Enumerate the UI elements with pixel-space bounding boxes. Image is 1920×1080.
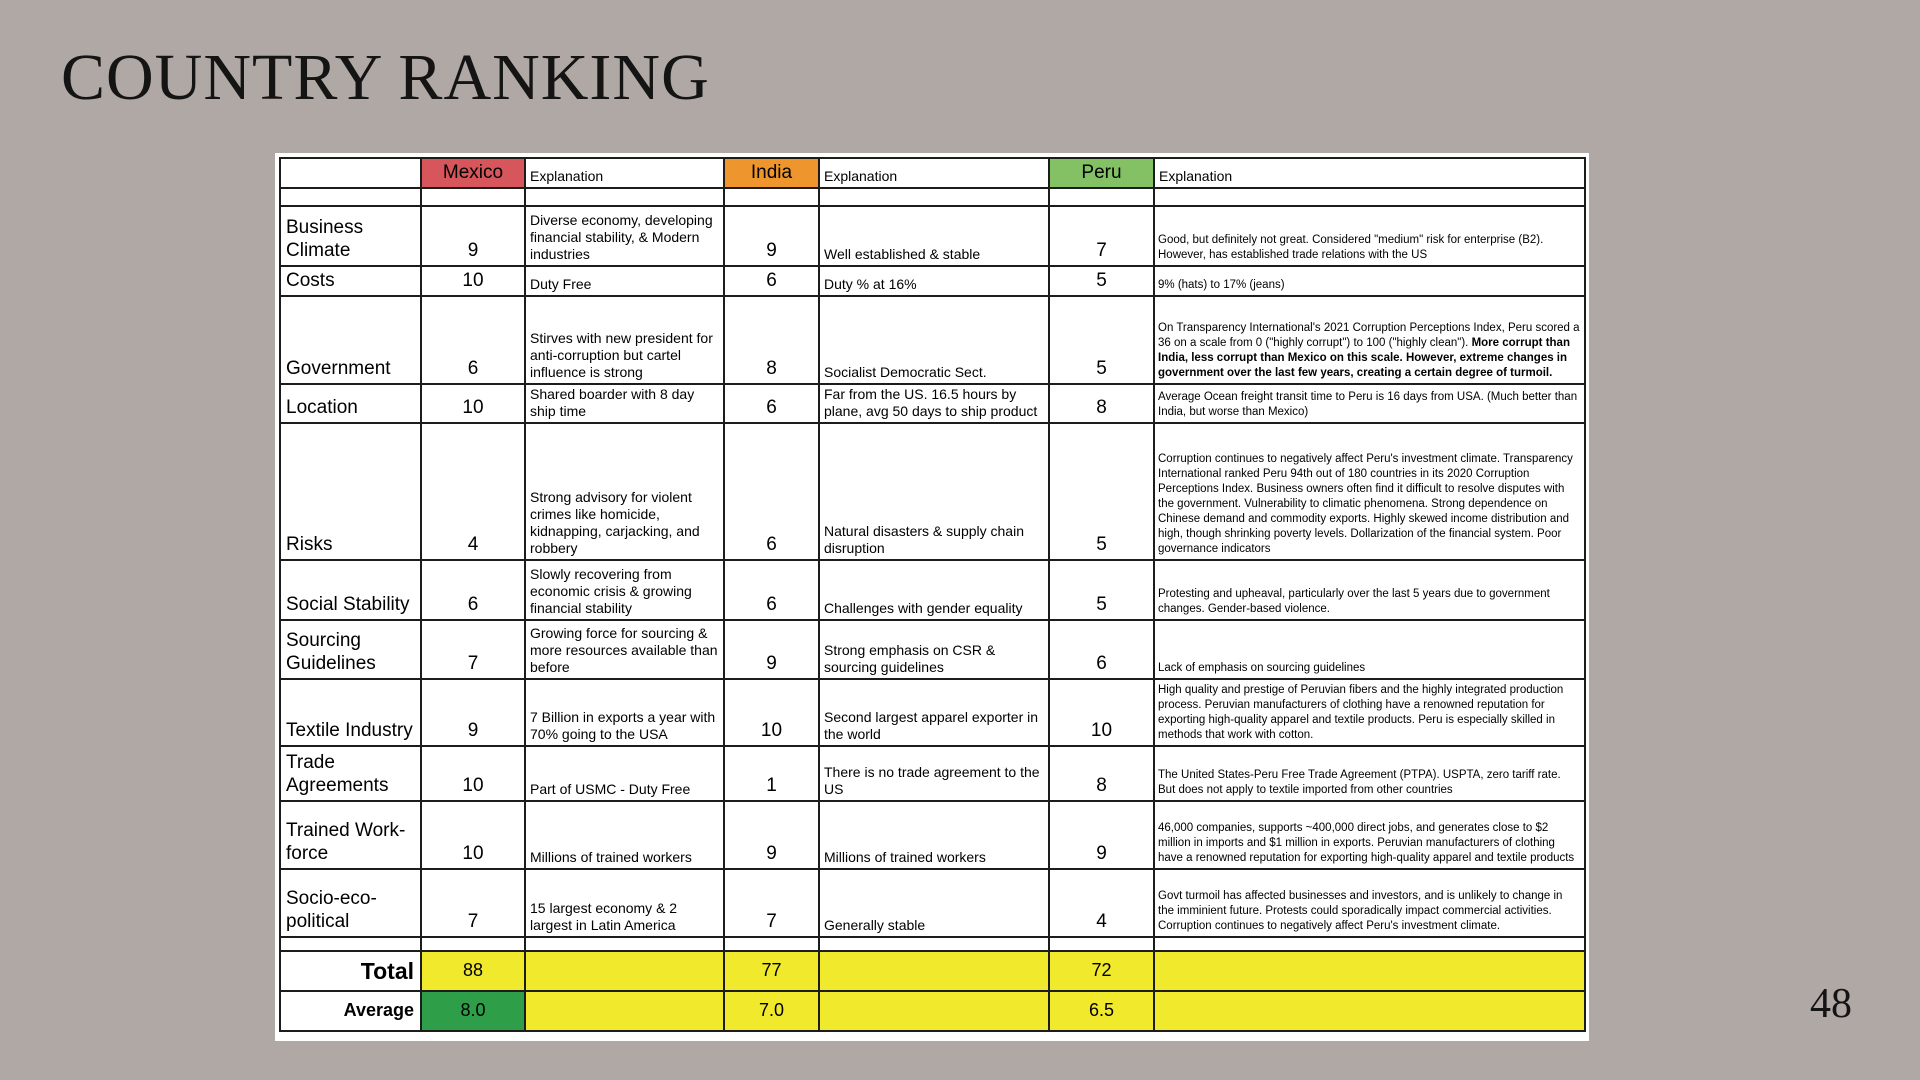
india-score: 10	[724, 679, 819, 746]
table-row	[280, 296, 1585, 384]
peru-score: 5	[1049, 266, 1154, 296]
india-explanation: Strong emphasis on CSR & sourcing guidelines	[819, 620, 1049, 679]
total-label: Total	[280, 951, 421, 991]
mexico-score: 6	[421, 296, 525, 384]
mexico-score: 7	[421, 869, 525, 937]
peru-score: 5	[1049, 423, 1154, 560]
ranking-table-container	[275, 153, 1589, 1041]
average-label: Average	[280, 991, 421, 1031]
peru-explanation: High quality and prestige of Peruvian fibers and the highly integrated production process. Peruvian manufacturers of clothing have a renowned reputation for exporting high-quality apparel and textile products. Peru is especially skilled in methods that work with cotton.	[1154, 679, 1585, 746]
mexico-total: 88	[421, 951, 525, 991]
average-row	[280, 991, 1585, 1031]
peru-explanation-text: On Transparency International's 2021 Corruption Perceptions Index, Peru scored a 36 on a scale from 0 ("highly corrupt") to 100 ("highly clean").	[1158, 322, 1580, 350]
row-label: Costs	[280, 266, 421, 296]
peru-score: 9	[1049, 801, 1154, 869]
header-peru: Peru	[1049, 158, 1154, 188]
peru-explanation	[1154, 296, 1585, 384]
mexico-explanation: Shared boarder with 8 day ship time	[525, 384, 724, 423]
table-row	[280, 423, 1585, 560]
india-explanation: Second largest apparel exporter in the world	[819, 679, 1049, 746]
header-mexico: Mexico	[421, 158, 525, 188]
mexico-score: 10	[421, 266, 525, 296]
header-india-explanation: Explanation	[819, 158, 1049, 188]
peru-explanation: The United States-Peru Free Trade Agreement (PTPA). USPTA, zero tariff rate. But does not apply to textile imported from other countries	[1154, 746, 1585, 801]
india-score: 6	[724, 423, 819, 560]
india-total: 77	[724, 951, 819, 991]
peru-total-blank	[1154, 951, 1585, 991]
row-label: Location	[280, 384, 421, 423]
mexico-score: 9	[421, 679, 525, 746]
total-row	[280, 951, 1585, 991]
row-label: Business Climate	[280, 206, 421, 266]
india-explanation: Socialist Democratic Sect.	[819, 296, 1049, 384]
row-label: Government	[280, 296, 421, 384]
mexico-explanation: Slowly recovering from economic crisis & growing financial stability	[525, 560, 724, 620]
india-explanation: Far from the US. 16.5 hours by plane, avg 50 days to ship product	[819, 384, 1049, 423]
row-label: Socio-eco-political	[280, 869, 421, 937]
peru-score: 7	[1049, 206, 1154, 266]
mexico-explanation: Part of USMC - Duty Free	[525, 746, 724, 801]
india-score: 8	[724, 296, 819, 384]
india-explanation: Generally stable	[819, 869, 1049, 937]
india-average-blank	[819, 991, 1049, 1031]
peru-explanation: Govt turmoil has affected businesses and investors, and is unlikely to change in the imminient future. Protests could sporadically impact commercial activities. Corruption continues to negatively affect Peru's investment climate.	[1154, 869, 1585, 937]
row-label: Social Stability	[280, 560, 421, 620]
india-score: 6	[724, 384, 819, 423]
row-label: Textile Industry	[280, 679, 421, 746]
mexico-explanation: 7 Billion in exports a year with 70% going to the USA	[525, 679, 724, 746]
mexico-explanation: Duty Free	[525, 266, 724, 296]
mexico-total-blank	[525, 951, 724, 991]
peru-explanation: Lack of emphasis on sourcing guidelines	[1154, 620, 1585, 679]
mexico-score: 6	[421, 560, 525, 620]
india-explanation: Well established & stable	[819, 206, 1049, 266]
peru-score: 5	[1049, 560, 1154, 620]
peru-explanation: 46,000 companies, supports ~400,000 direct jobs, and generates close to $2 million in imports and $1 million in exports. Peruvian manufacturers of clothing have a renowned reputation for exporting high-quality apparel and textile products	[1154, 801, 1585, 869]
mexico-explanation: Stirves with new president for anti-corruption but cartel influence is strong	[525, 296, 724, 384]
india-score: 9	[724, 620, 819, 679]
slide-title: COUNTRY RANKING	[61, 41, 710, 114]
peru-explanation: Corruption continues to negatively affect Peru's investment climate. Transparency International ranked Peru 94th out of 180 countries in its 2020 Corruption Perceptions Index. Business owners often find it difficult to resolve disputes with the government. Vulnerability to climatic phenomena. Strong dependence on Chinese demand and commodity exports. Highly skewed income distribution and high, though shrinking poverty levels. Dollarization of the financial system. Poor governance indicators	[1154, 423, 1585, 560]
row-label: Sourcing Guidelines	[280, 620, 421, 679]
mexico-score: 9	[421, 206, 525, 266]
mexico-explanation: Growing force for sourcing & more resources available than before	[525, 620, 724, 679]
mexico-score: 7	[421, 620, 525, 679]
peru-explanation: Average Ocean freight transit time to Peru is 16 days from USA. (Much better than India, but worse than Mexico)	[1154, 384, 1585, 423]
india-score: 6	[724, 266, 819, 296]
mexico-explanation: 15 largest economy & 2 largest in Latin America	[525, 869, 724, 937]
peru-average-blank	[1154, 991, 1585, 1031]
mexico-score: 10	[421, 384, 525, 423]
spacer-row	[280, 937, 1585, 951]
header-mexico-explanation: Explanation	[525, 158, 724, 188]
india-explanation: There is no trade agreement to the US	[819, 746, 1049, 801]
mexico-average-blank	[525, 991, 724, 1031]
mexico-explanation: Strong advisory for violent crimes like homicide, kidnapping, carjacking, and robbery	[525, 423, 724, 560]
peru-score: 4	[1049, 869, 1154, 937]
peru-score: 10	[1049, 679, 1154, 746]
table-row	[280, 266, 1585, 296]
peru-explanation-bold-text: More corrupt than India, less corrupt than Mexico on this scale. However, extreme changes in government over the last few years, creating a certain degree of turmoil.	[1158, 337, 1570, 380]
table-row	[280, 869, 1585, 937]
mexico-score: 4	[421, 423, 525, 560]
india-score: 6	[724, 560, 819, 620]
table-row	[280, 206, 1585, 266]
table-row	[280, 801, 1585, 869]
page-number: 48	[1810, 981, 1852, 1027]
table-row	[280, 620, 1585, 679]
peru-score: 8	[1049, 746, 1154, 801]
peru-total: 72	[1049, 951, 1154, 991]
row-label: Trade Agreements	[280, 746, 421, 801]
table-row	[280, 679, 1585, 746]
india-average: 7.0	[724, 991, 819, 1031]
country-ranking-table	[279, 157, 1586, 1032]
india-score: 9	[724, 801, 819, 869]
table-row	[280, 560, 1585, 620]
spacer-row	[280, 188, 1585, 206]
india-score: 9	[724, 206, 819, 266]
india-explanation: Millions of trained workers	[819, 801, 1049, 869]
header-row	[280, 158, 1585, 188]
table-row	[280, 746, 1585, 801]
india-score: 7	[724, 869, 819, 937]
peru-explanation: Good, but definitely not great. Considered "medium" risk for enterprise (B2). However, has established trade relations with the US	[1154, 206, 1585, 266]
header-peru-explanation: Explanation	[1154, 158, 1585, 188]
mexico-explanation: Diverse economy, developing financial stability, & Modern industries	[525, 206, 724, 266]
peru-score: 8	[1049, 384, 1154, 423]
india-explanation: Challenges with gender equality	[819, 560, 1049, 620]
india-total-blank	[819, 951, 1049, 991]
header-india: India	[724, 158, 819, 188]
row-label: Trained Work-force	[280, 801, 421, 869]
mexico-score: 10	[421, 746, 525, 801]
header-empty-cell	[280, 158, 421, 188]
table-row	[280, 384, 1585, 423]
row-label: Risks	[280, 423, 421, 560]
peru-explanation: 9% (hats) to 17% (jeans)	[1154, 266, 1585, 296]
mexico-average: 8.0	[421, 991, 525, 1031]
mexico-explanation: Millions of trained workers	[525, 801, 724, 869]
peru-average: 6.5	[1049, 991, 1154, 1031]
india-score: 1	[724, 746, 819, 801]
india-explanation: Natural disasters & supply chain disruption	[819, 423, 1049, 560]
india-explanation: Duty % at 16%	[819, 266, 1049, 296]
mexico-score: 10	[421, 801, 525, 869]
peru-score: 5	[1049, 296, 1154, 384]
peru-explanation: Protesting and upheaval, particularly over the last 5 years due to government changes. Gender-based violence.	[1154, 560, 1585, 620]
peru-score: 6	[1049, 620, 1154, 679]
